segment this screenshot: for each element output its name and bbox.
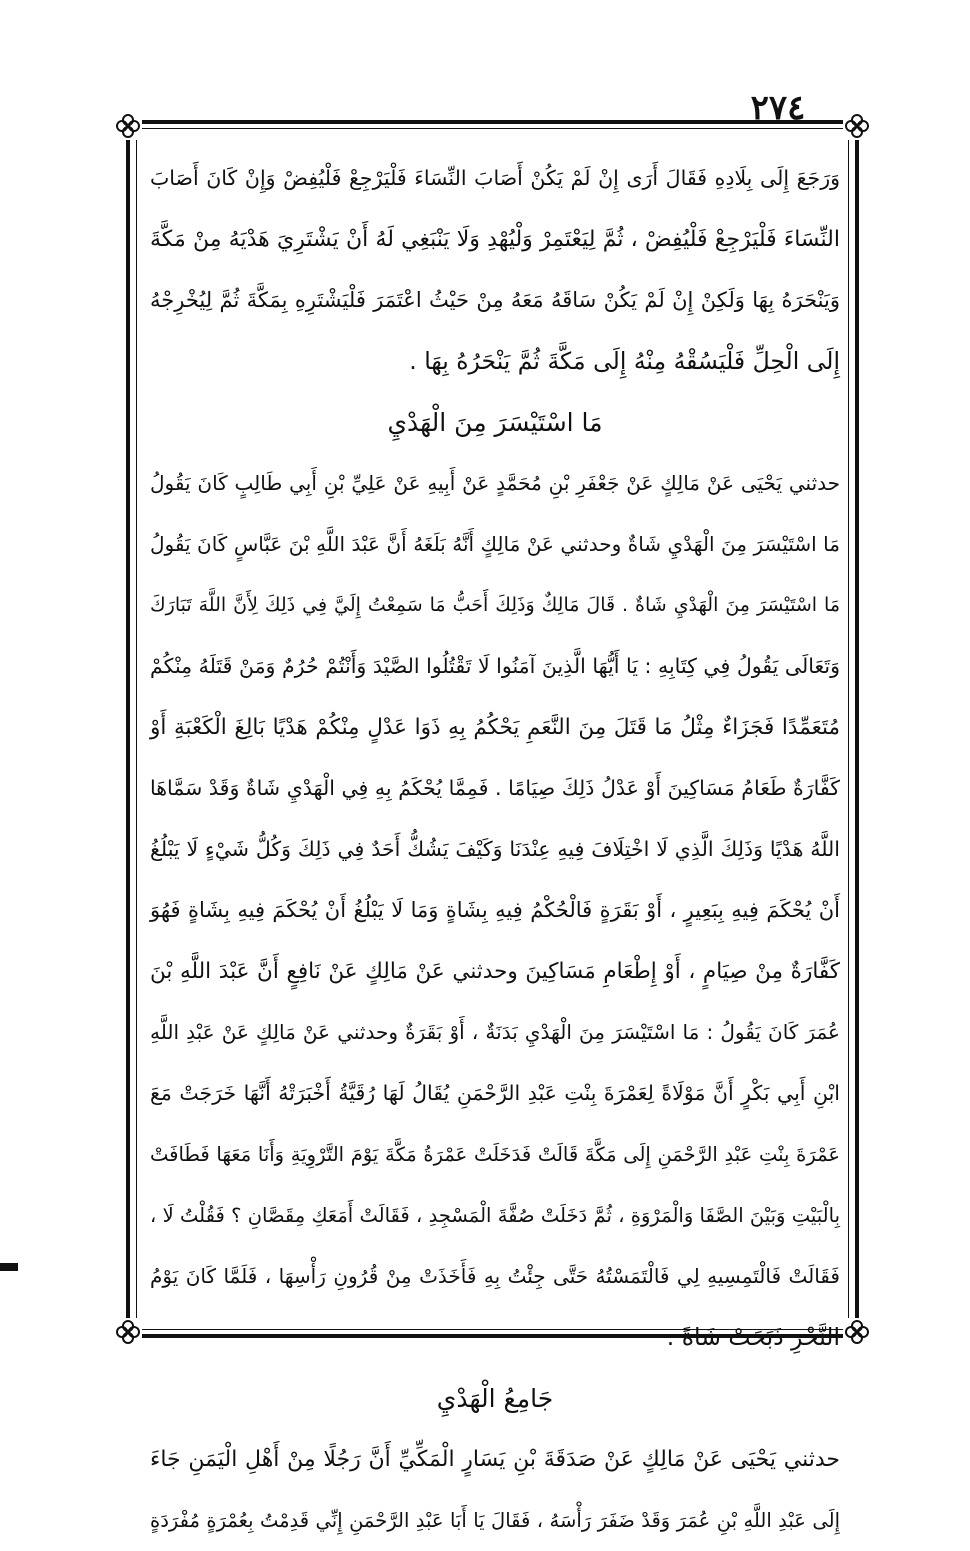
border-left-outer <box>126 116 130 1342</box>
text-line: عُمَرَ كَانَ يَقُولُ : مَا اسْتَيْسَرَ مِنَ الْهَدْيِ بَدَنَةٌ ، أَوْ بَقَرَةٌ وحدثني عَنْ مَالِكٍ عَنْ عَبْدِ اللَّهِ <box>150 1020 840 1044</box>
ornament-icon <box>114 112 142 140</box>
text-line: النَّحْرِ ذَبَحَتْ شَاةً . <box>666 1323 840 1351</box>
paragraph <box>150 453 840 1368</box>
border-right-inner <box>848 116 849 1342</box>
ornament-icon <box>843 112 871 140</box>
text-line: ابْنِ أَبِي بَكْرٍ أَنَّ مَوْلَاةً لِعَمْرَةَ بِنْتِ عَبْدِ الرَّحْمَنِ يُقَالُ لَهَا رُقَيَّةُ أَخْبَرَتْهُ أَنَّهَا خَرَجَتْ مَعَ <box>150 1081 840 1105</box>
ornament-icon <box>843 1318 871 1346</box>
section-heading: مَا اسْتَيْسَرَ مِنَ الْهَدْيِ <box>387 408 603 437</box>
text-line: حدثني يَحْيَى عَنْ مَالِكٍ عَنْ جَعْفَرِ بْنِ مُحَمَّدٍ عَنْ أَبِيهِ عَنْ عَلِيِّ بْنِ أَبِي طَالِبٍ كَانَ يَقُولُ <box>150 471 840 495</box>
text-line: عَمْرَةَ بِنْتِ عَبْدِ الرَّحْمَنِ إِلَى مَكَّةَ قَالَتْ فَدَخَلَتْ عَمْرَةُ مَكَّةَ يَوْمَ التَّرْوِيَةِ وَأَنَا مَعَهَا فَطَافَتْ <box>150 1143 840 1166</box>
text-line: حدثني يَحْيَى عَنْ مَالِكٍ عَنْ صَدَقَةَ بْنِ يَسَارٍ الْمَكِّيِّ أَنَّ رَجُلًا مِنْ أَهْلِ الْيَمَنِ جَاءَ <box>150 1447 840 1472</box>
text-line: إِلَى عَبْدِ اللَّهِ بْنِ عُمَرَ وَقَدْ ضَفَرَ رَأْسَهُ ، فَقَالَ يَا أَبَا عَبْدِ الرَّحْمَنِ إِنِّي قَدِمْتُ بِعُمْرَةٍ مُفْرَدَةٍ <box>150 1509 840 1532</box>
paragraph <box>150 1429 840 1551</box>
section-heading: جَامِعُ الْهَدْيِ <box>436 1384 554 1413</box>
text-line: بِالْبَيْتِ وَبَيْنَ الصَّفَا وَالْمَرْوَةِ ، ثُمَّ دَخَلَتْ صُفَّةَ الْمَسْجِدِ ، فَقَالَتْ أَمَعَكِ مِقَصَّانِ ؟ فَقُلْتُ لَا ، <box>150 1204 840 1227</box>
page-number: ٢٧٤ <box>750 88 806 128</box>
text-line: إِلَى الْحِلِّ فَلْيَسُقْهُ مِنْهُ إِلَى مَكَّةَ ثُمَّ يَنْحَرُهُ بِهَا . <box>409 347 840 375</box>
border-top-inner <box>120 128 865 129</box>
text-line: أَنْ يُحْكَمَ فِيهِ بِبَعِيرٍ ، أَوْ بَقَرَةٍ فَالْحُكْمُ فِيهِ بِشَاةٍ وَمَا لَا يَبْلُغُ أَنْ يُحْكَمَ فِيهِ بِشَاةٍ فَهُوَ <box>150 898 840 922</box>
text-line: وَتَعَالَى يَقُولُ فِي كِتَابِهِ : يَا أَيُّهَا الَّذِينَ آمَنُوا لَا تَقْتُلُوا الصَّيْدَ وَأَنْتُمْ حُرُمٌ وَمَنْ قَتَلَهُ مِنْكُمْ <box>150 654 840 678</box>
text-line: النِّسَاءَ فَلْيَرْجِعْ فَلْيُفِضْ ، ثُمَّ لِيَعْتَمِرْ وَلْيُهْدِ وَلَا يَنْبَغِي لَهُ أَنْ يَشْتَرِيَ هَدْيَهُ مِنْ مَكَّةَ <box>150 227 840 252</box>
text-line: اللَّهُ هَدْيًا وَذَلِكَ الَّذِي لَا اخْتِلَافَ فِيهِ عِنْدَنَا وَكَيْفَ يَشُكُّ أَحَدٌ فِي ذَلِكَ وَكُلُّ شَيْءٍ لَا يَبْلُغُ <box>150 837 840 861</box>
text-line: فَقَالَتْ فَالْتَمِسِيهِ لِي فَالْتَمَسْتُهُ حَتَّى جِئْتُ بِهِ فَأَخَذَتْ مِنْ قُرُونِ رَأْسِهَا ، فَلَمَّا كَانَ يَوْمُ <box>150 1264 840 1288</box>
text-line: كَفَّارَةٌ مِنْ صِيَامٍ ، أَوْ إِطْعَامِ مَسَاكِينَ وحدثني عَنْ مَالِكٍ عَنْ نَافِعٍ أَنَّ عَبْدَ اللَّهِ بْنَ <box>150 959 840 984</box>
text-line: وَيَنْحَرَهُ بِهَا وَلَكِنْ إِنْ لَمْ يَكُنْ سَاقَهُ مَعَهُ مِنْ حَيْثُ اعْتَمَرَ فَلْيَشْتَرِهِ بِمَكَّةَ ثُمَّ لِيُخْرِجْهُ <box>150 288 840 312</box>
ornament-icon <box>114 1318 142 1346</box>
text-line: مُتَعَمِّدًا فَجَزَاءٌ مِثْلُ مَا قَتَلَ مِنَ النَّعَمِ يَحْكُمُ بِهِ ذَوَا عَدْلٍ مِنْكُمْ هَدْيًا بَالِغَ الْكَعْبَةِ أَوْ <box>150 715 840 740</box>
border-top-outer <box>120 120 865 124</box>
border-right-outer <box>855 116 859 1342</box>
text-line: وَرَجَعَ إِلَى بِلَادِهِ فَقَالَ أَرَى إِنْ لَمْ يَكُنْ أَصَابَ النِّسَاءَ فَلْيَرْجِعْ فَلْيُفِضْ وَإِنْ كَانَ أَصَابَ <box>150 166 840 190</box>
text-line: مَا اسْتَيْسَرَ مِنَ الْهَدْيِ شَاةٌ . قَالَ مَالِكٌ وَذَلِكَ أَحَبُّ مَا سَمِعْتُ إِلَيَّ فِي ذَلِكَ لِأَنَّ اللَّهَ تَبَارَكَ <box>150 594 840 616</box>
page-body <box>150 148 840 1532</box>
text-line: كَفَّارَةٌ طَعَامُ مَسَاكِينَ أَوْ عَدْلُ ذَلِكَ صِيَامًا . فَمِمَّا يُحْكَمُ بِهِ فِي الْهَدْيِ شَاةٌ وَقَدْ سَمَّاهَا <box>150 776 840 800</box>
border-left-inner <box>136 116 137 1342</box>
scan-edge-mark <box>0 1263 18 1271</box>
paragraph <box>150 148 840 392</box>
text-line: مَا اسْتَيْسَرَ مِنَ الْهَدْيِ شَاةٌ وحدثني عَنْ مَالِكٍ أَنَّهُ بَلَغَهُ أَنَّ عَبْدَ اللَّهِ بْنَ عَبَّاسٍ كَانَ يَقُولُ <box>150 532 840 556</box>
